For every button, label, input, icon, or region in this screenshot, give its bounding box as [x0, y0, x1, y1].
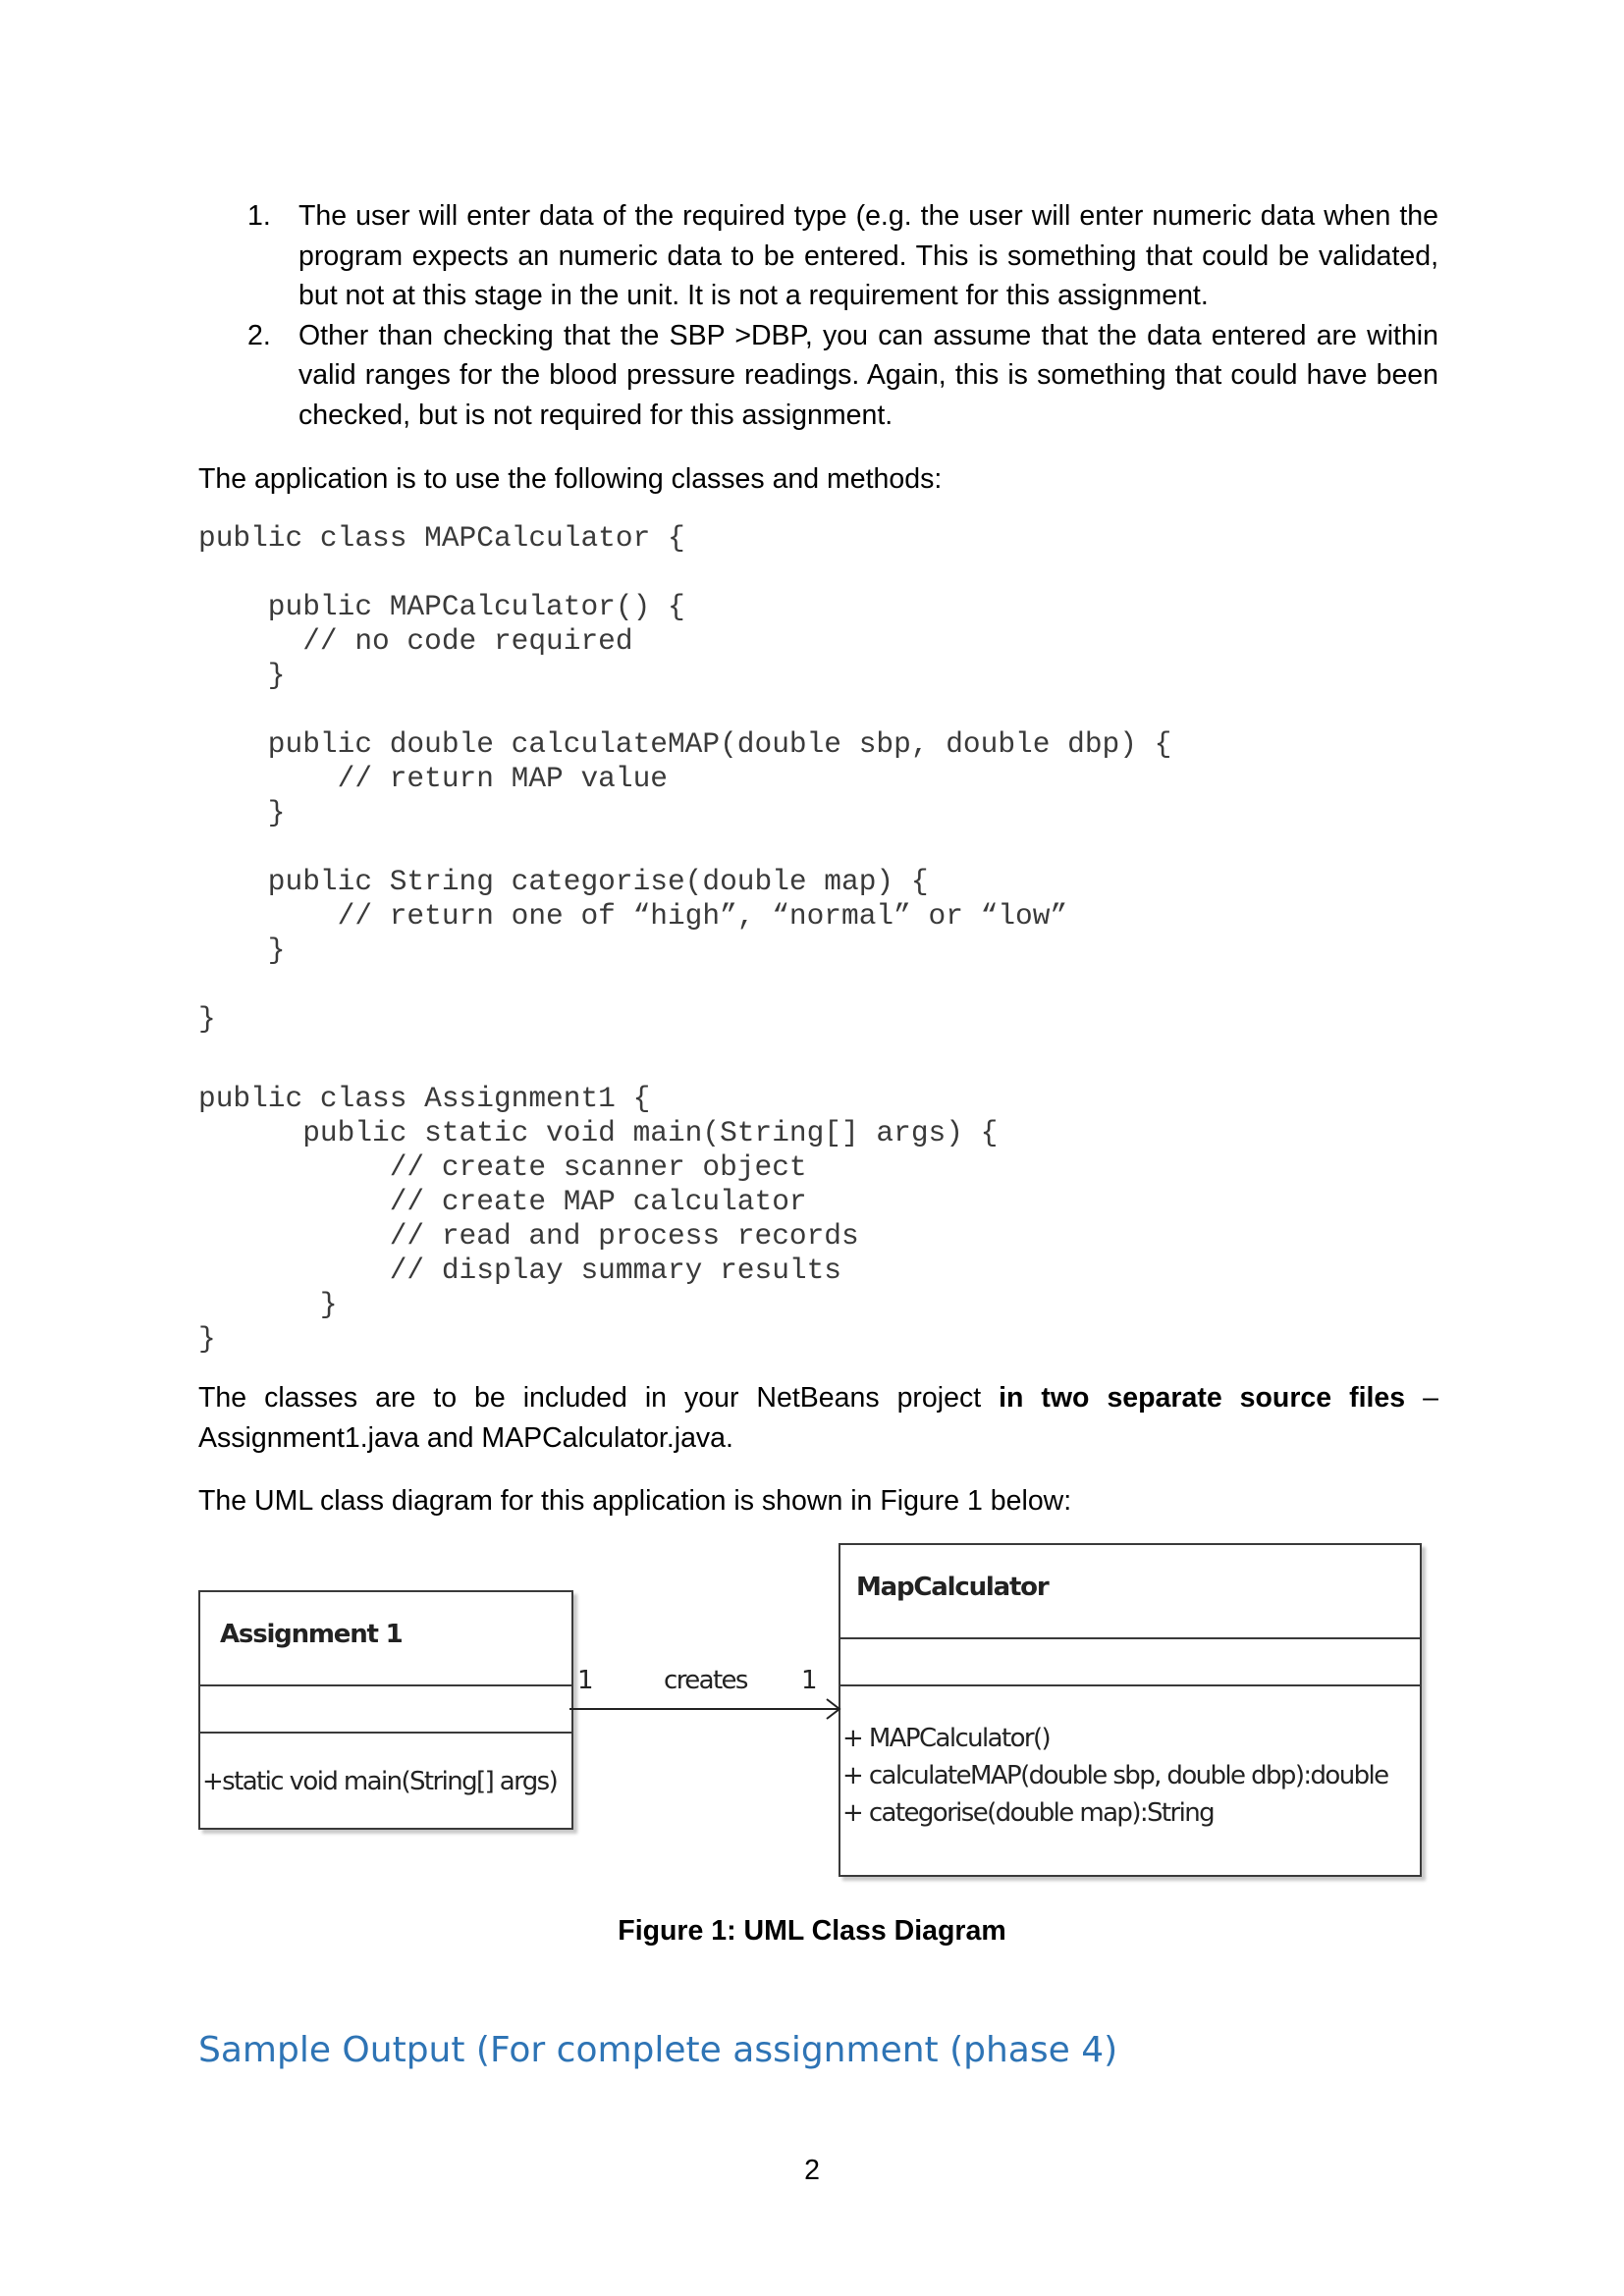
uml-divider [840, 1637, 1420, 1639]
requirement-item [196, 196, 1438, 316]
uml-class-assignment1 [198, 1590, 573, 1830]
classes-text-before: The classes are to be included in your NetBeans project [198, 1382, 1000, 1414]
requirement-text: The user will enter data of the required type (e.g. the user will enter numeric data when the program expects an numeric data to be entered. This is something that could be validated, but not at this stage in the unit. It is not a requirement for this assignment. [298, 200, 1438, 311]
requirement-text: Other than checking that the SBP >DBP, you can assume that the data entered are within valid ranges for the blood pressure readings. Again, this is something that could have been checked, but is not required for this assignment. [298, 319, 1438, 431]
intro-paragraph: The application is to use the following classes and methods: [198, 463, 943, 495]
uml-class-mapcalculator [839, 1543, 1422, 1877]
uml-method: +static void main(String[] args) [202, 1767, 558, 1796]
uml-association-arrow [569, 1698, 844, 1728]
figure-caption: Figure 1: UML Class Diagram [618, 1915, 1006, 1947]
uml-intro-paragraph: The UML class diagram for this application is shown in Figure 1 below: [198, 1485, 1072, 1517]
classes-paragraph [198, 1378, 1438, 1458]
uml-method: + calculateMAP(double sbp, double dbp):double [842, 1761, 1388, 1790]
code-block-assignment1: public class Assignment1 { public static void main(String[] args) { // create scanner object // create MAP calculator // read and process records // display summary results } } [198, 1082, 999, 1356]
uml-method: + categorise(double map):String [842, 1798, 1215, 1828]
uml-source-multiplicity: 1 [577, 1666, 592, 1695]
uml-class-name: MapCalculator [856, 1573, 1049, 1602]
uml-association-label: creates [664, 1666, 747, 1695]
classes-text-after: – Assignment1.java and MAPCalculator.java. [198, 1382, 1438, 1454]
code-block-mapcalculator: public class MAPCalculator { public MAPCalculator() { // no code required } public double calculateMAP(double sbp, double dbp) { // return MAP value } public String categorise(double map) { // return one of “high”, “normal” or “low” } } [198, 521, 1172, 1036]
uml-divider [200, 1684, 571, 1686]
uml-divider [840, 1684, 1420, 1686]
requirements-list [196, 196, 1438, 435]
uml-target-multiplicity: 1 [801, 1666, 816, 1695]
page-number: 2 [804, 2155, 820, 2186]
uml-divider [200, 1732, 571, 1734]
list-number: 2. [247, 319, 271, 351]
section-heading: Sample Output (For complete assignment (phase 4) [198, 2030, 1118, 2070]
classes-text-bold: in two separate source files [999, 1382, 1406, 1414]
uml-class-name: Assignment 1 [220, 1620, 403, 1649]
uml-method: + MAPCalculator() [842, 1724, 1051, 1753]
list-number: 1. [247, 200, 271, 232]
requirement-item [196, 316, 1438, 436]
